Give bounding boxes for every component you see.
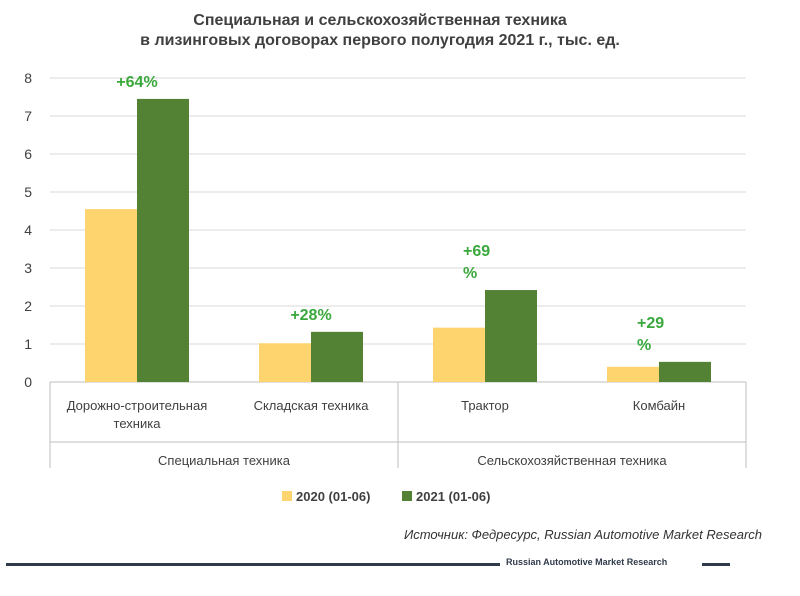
category-label: Дорожно-строительная xyxy=(66,398,208,413)
category-label: Трактор xyxy=(461,398,509,413)
legend-swatch xyxy=(282,491,292,501)
footer-rule-left xyxy=(6,563,500,566)
y-tick-label: 8 xyxy=(24,70,32,86)
chart-title-line-2: в лизинговых договорах первого полугодия 2021 г., тыс. ед. xyxy=(140,32,620,49)
legend-label: 2021 (01-06) xyxy=(416,489,491,504)
bar-2020 xyxy=(433,328,485,382)
growth-label: +28% xyxy=(290,306,332,324)
legend-label: 2020 (01-06) xyxy=(296,489,371,504)
y-tick-label: 5 xyxy=(24,184,32,200)
bar-2021 xyxy=(485,290,537,382)
footer-rule-right xyxy=(702,563,730,566)
y-tick-label: 2 xyxy=(24,298,32,314)
source-note: Источник: Федресурс, Russian Automotive Market Research xyxy=(403,527,762,542)
chart-title-line-1: Специальная и сельскохозяйственная техника xyxy=(193,12,567,29)
y-tick-label: 0 xyxy=(24,374,32,390)
growth-label: % xyxy=(637,336,652,354)
y-tick-label: 1 xyxy=(24,336,32,352)
growth-label: +29 xyxy=(637,314,665,332)
group-label: Сельскохозяйственная техника xyxy=(477,453,667,468)
category-label: Комбайн xyxy=(632,398,686,413)
category-label: Складская техника xyxy=(253,398,369,413)
y-tick-label: 3 xyxy=(24,260,32,276)
bar-2021 xyxy=(137,99,189,382)
legend-swatch xyxy=(402,491,412,501)
footer-brand: Russian Automotive Market Research xyxy=(506,557,668,567)
bar-2020 xyxy=(607,367,659,382)
growth-label: % xyxy=(463,265,478,283)
bar-2020 xyxy=(259,343,311,382)
growth-label: +69 xyxy=(463,243,491,261)
y-tick-label: 4 xyxy=(24,222,32,238)
bar-2020 xyxy=(85,209,137,382)
bar-2021 xyxy=(659,362,711,382)
bar-2021 xyxy=(311,332,363,382)
growth-label: +64% xyxy=(116,73,158,91)
y-tick-label: 6 xyxy=(24,146,32,162)
y-tick-label: 7 xyxy=(24,108,32,124)
category-label: техника xyxy=(113,416,161,431)
group-label: Специальная техника xyxy=(158,453,290,468)
